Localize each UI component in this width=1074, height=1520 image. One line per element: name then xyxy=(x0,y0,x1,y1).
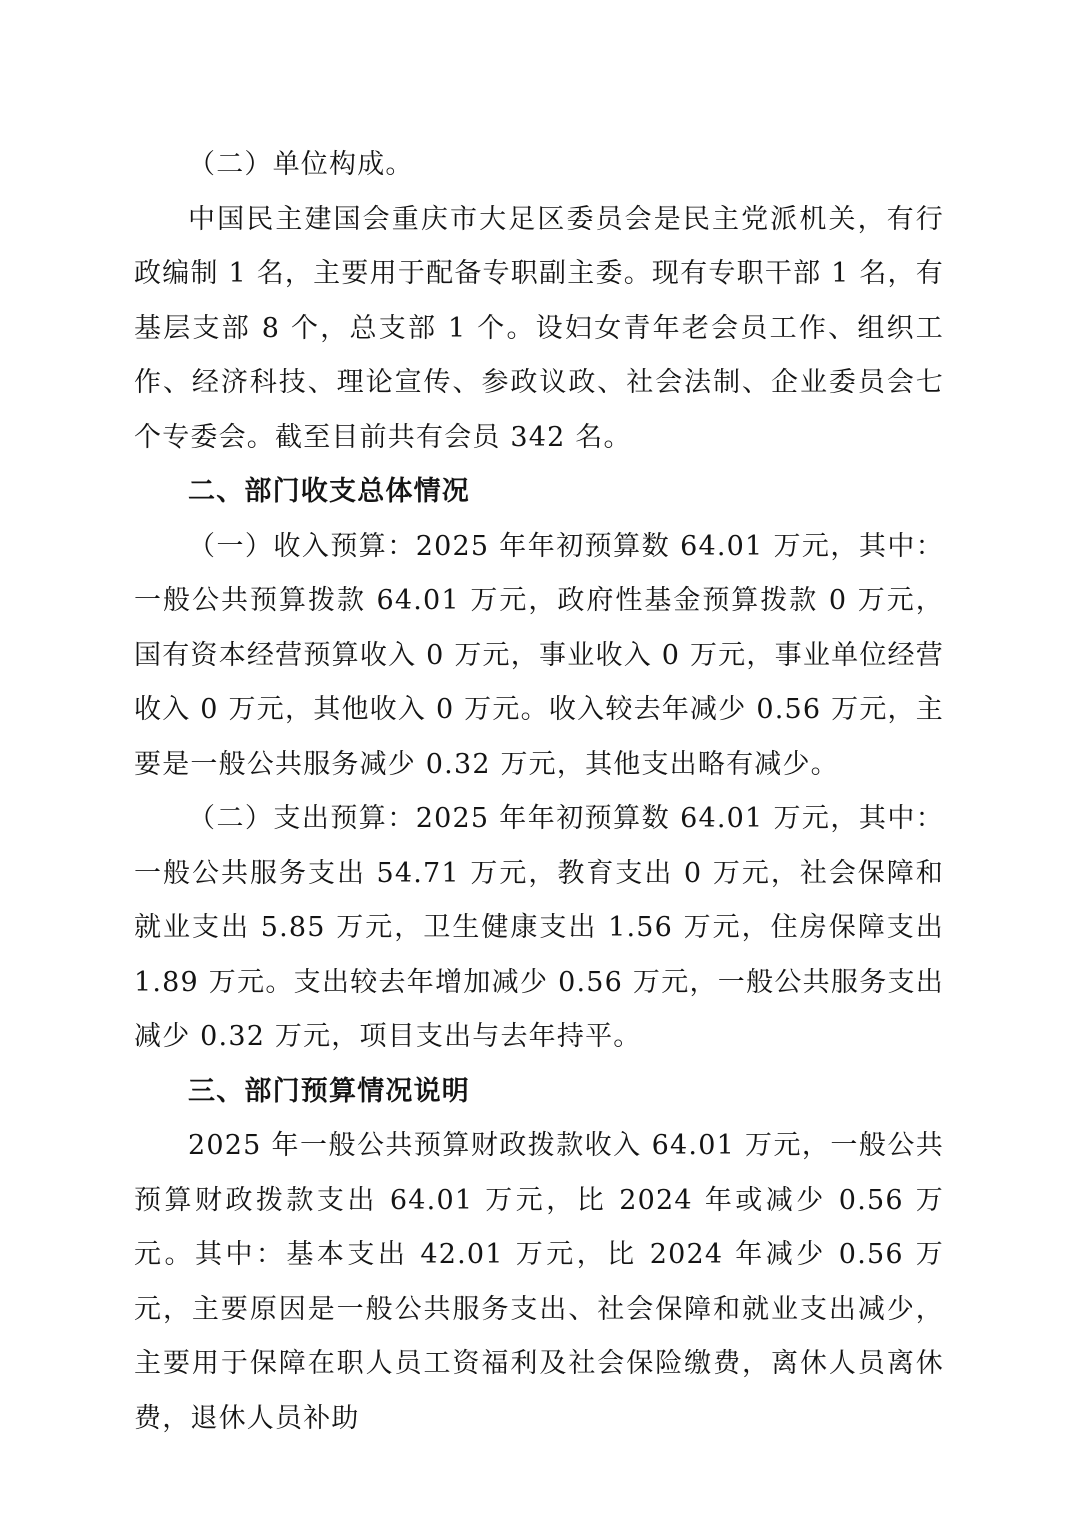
document-body xyxy=(134,138,944,1446)
section-heading-budget-explanation: 三、部门预算情况说明 xyxy=(188,1075,470,1107)
budget-explanation-paragraph: 2025 年一般公共预算财政拨款收入 64.01 万元，一般公共预算财政拨款支出 64.01 万元，比 2024 年或减少 0.56 万元。其中：基本支出 42.01 万元，比 2024 年减少 0.56 万元，主要原因是一般公共服务支出、社会保障和就业支出减少，主要用于保障在职人员工资福利及社会保险缴费，离休人员离休费，退休人员补助 xyxy=(134,1130,944,1434)
subsection-title-unit-composition: （二）单位构成。 xyxy=(188,149,414,180)
section-heading-revenue-expenditure: 二、部门收支总体情况 xyxy=(188,476,470,507)
income-budget-paragraph: （一）收入预算：2025 年年初预算数 64.01 万元，其中：一般公共预算拨款 64.01 万元，政府性基金预算拨款 0 万元，国有资本经营预算收入 0 万元，事业收入 0 万元，事业单位经营收入 0 万元，其他收入 0 万元。收入较去年减少 0.56 万元，主要是一般公共服务减少 0.32 万元，其他支出略有减少。 xyxy=(134,530,944,780)
expenditure-budget-paragraph: （二）支出预算：2025 年年初预算数 64.01 万元，其中：一般公共服务支出 54.71 万元，教育支出 0 万元，社会保障和就业支出 5.85 万元，卫生健康支出 1.56 万元，住房保障支出 1.89 万元。支出较去年增加减少 0.56 万元，一般公共服务支出减少 0.32 万元，项目支出与去年持平。 xyxy=(134,803,944,1052)
unit-composition-paragraph: 中国民主建国会重庆市大足区委员会是民主党派机关，有行政编制 1 名，主要用于配备专职副主委。现有专职干部 1 名，有基层支部 8 个，总支部 1 个。设妇女青年老会员工作、组织工作、经济科技、理论宣传、参政议政、社会法制、企业委员会七个专委会。截至目前共有会员 342 名。 xyxy=(134,203,944,453)
